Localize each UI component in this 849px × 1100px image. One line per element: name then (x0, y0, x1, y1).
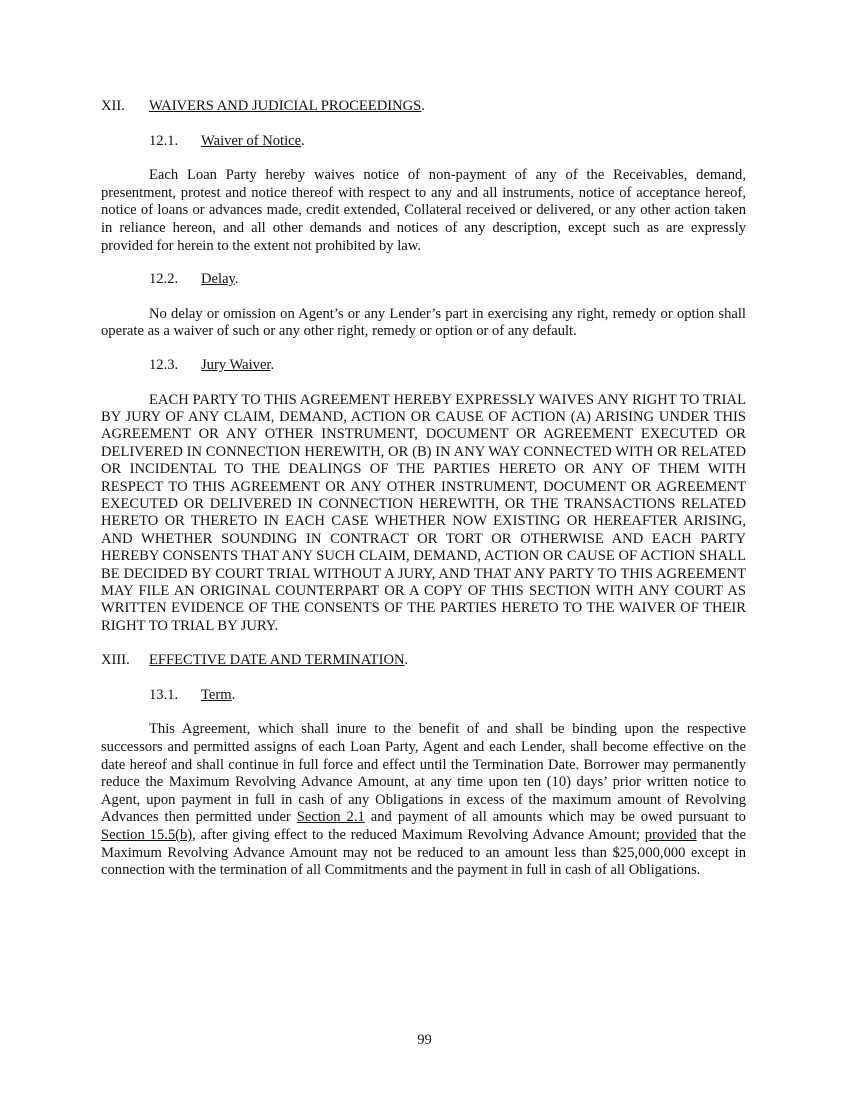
term-text-part1: This Agreement, which shall inure to the benefit of and shall be binding upon the respective successors and permitted assigns of each Loan Party, Agent and each Lender, shall become effective on the date hereof and shall continue in full force and effect until the Termination Date. Borrower may permanently reduce the Maximum Revolving Advance Amount, at any time upon ten (10) days’ prior written notice to Agent, upon payment in full in cash of any Obligations in excess of the maximum amount of Revolving Advances then permitted under (101, 721, 746, 826)
jury-waiver-paragraph: EACH PARTY TO THIS AGREEMENT HEREBY EXPRESSLY WAIVES ANY RIGHT TO TRIAL BY JURY OF ANY CLAIM, DEMAND, ACTION OR CAUSE OF ACTION (A) ARISING UNDER THIS AGREEMENT OR ANY OTHER INSTRUMENT, DOCUMENT OR AGREEMENT EXECUTED OR DELIVERED IN CONNECTION HEREWITH, OR (B) IN ANY WAY CONNECTED WITH OR RELATED OR INCIDENTAL TO THE DEALINGS OF THE PARTIES HERETO OR ANY OF THEM WITH RESPECT TO THIS AGREEMENT OR ANY OTHER INSTRUMENT, DOCUMENT OR AGREEMENT EXECUTED OR DELIVERED IN CONNECTION HEREWITH, OR THE TRANSACTIONS RELATED HERETO OR THERETO IN EACH CASE WHETHER NOW EXISTING OR HEREAFTER ARISING, AND WHETHER SOUNDING IN CONTRACT OR TORT OR OTHERWISE AND EACH PARTY HEREBY CONSENTS THAT ANY SUCH CLAIM, DEMAND, ACTION OR CAUSE OF ACTION SHALL BE DECIDED BY COURT TRIAL WITHOUT A JURY, AND THAT ANY PARTY TO THIS AGREEMENT MAY FILE AN ORIGINAL COUNTERPART OR A COPY OF THIS SECTION WITH ANY COURT AS WRITTEN EVIDENCE OF THE CONSENTS OF THE PARTIES HERETO TO THE WAIVER OF THEIR RIGHT TO TRIAL BY JURY. (101, 391, 746, 634)
section-title: Delay (201, 271, 235, 288)
section-paragraph: No delay or omission on Agent’s or any Lender’s part in exercising any right, remedy or option shall operate as a waiver of such or any other right, remedy or option or of any default. (101, 305, 746, 340)
section-title: Waiver of Notice (201, 132, 302, 149)
section-paragraph: Each Loan Party hereby waives notice of non-payment of any of the Receivables, demand, presentment, protest and notice thereof with respect to any and all instruments, notice of acceptance hereof, notice of loans or advances made, credit extended, Collateral received or delivered, or any other action taken in reliance hereon, and all other demands and notices of any description, except such as are expressly provided for herein to the extent not prohibited by law. (101, 167, 746, 254)
section-number: 12.2. (149, 271, 179, 288)
article-heading: XII. WAIVERS AND JUDICIAL PROCEEDINGS. (101, 98, 425, 114)
term-text-part4: that the Maximum Revolving Advance Amount may not be reduced to an amount less than $25,000,000 except in connection with the termination of all Commitments and the payment in full in cash of all Obligations. (101, 826, 746, 879)
term-paragraph (101, 721, 746, 879)
article-number: XII. (101, 98, 125, 114)
section-heading: 12.2. Delay. (149, 271, 239, 288)
article-heading: XIII. EFFECTIVE DATE AND TERMINATION. (101, 652, 409, 669)
section-title: Jury Waiver (201, 356, 271, 373)
section-heading: 13.1. Term. (149, 686, 236, 703)
section-number: 13.1. (149, 686, 179, 703)
article-number: XIII. (101, 652, 130, 669)
section-number: 12.1. (149, 132, 179, 149)
article-title: EFFECTIVE DATE AND TERMINATION (149, 652, 405, 669)
article-title: WAIVERS AND JUDICIAL PROCEEDINGS (149, 98, 422, 114)
term-text-part3: , after giving effect to the reduced Maximum Revolving Advance Amount; (192, 826, 645, 843)
page-number: 99 (417, 1032, 432, 1048)
term-text-part2: and payment of all amounts which may be owed pursuant to (364, 809, 746, 826)
document-page (101, 98, 746, 896)
section-title: Term (201, 686, 232, 703)
section-number: 12.3. (149, 356, 179, 373)
section-reference: Section 2.1 (296, 809, 365, 826)
proviso-word: provided (644, 826, 697, 843)
section-heading: 12.1. Waiver of Notice. (149, 132, 305, 149)
section-reference: Section 15.5(b) (101, 826, 193, 843)
section-heading: 12.3. Jury Waiver. (149, 356, 275, 373)
